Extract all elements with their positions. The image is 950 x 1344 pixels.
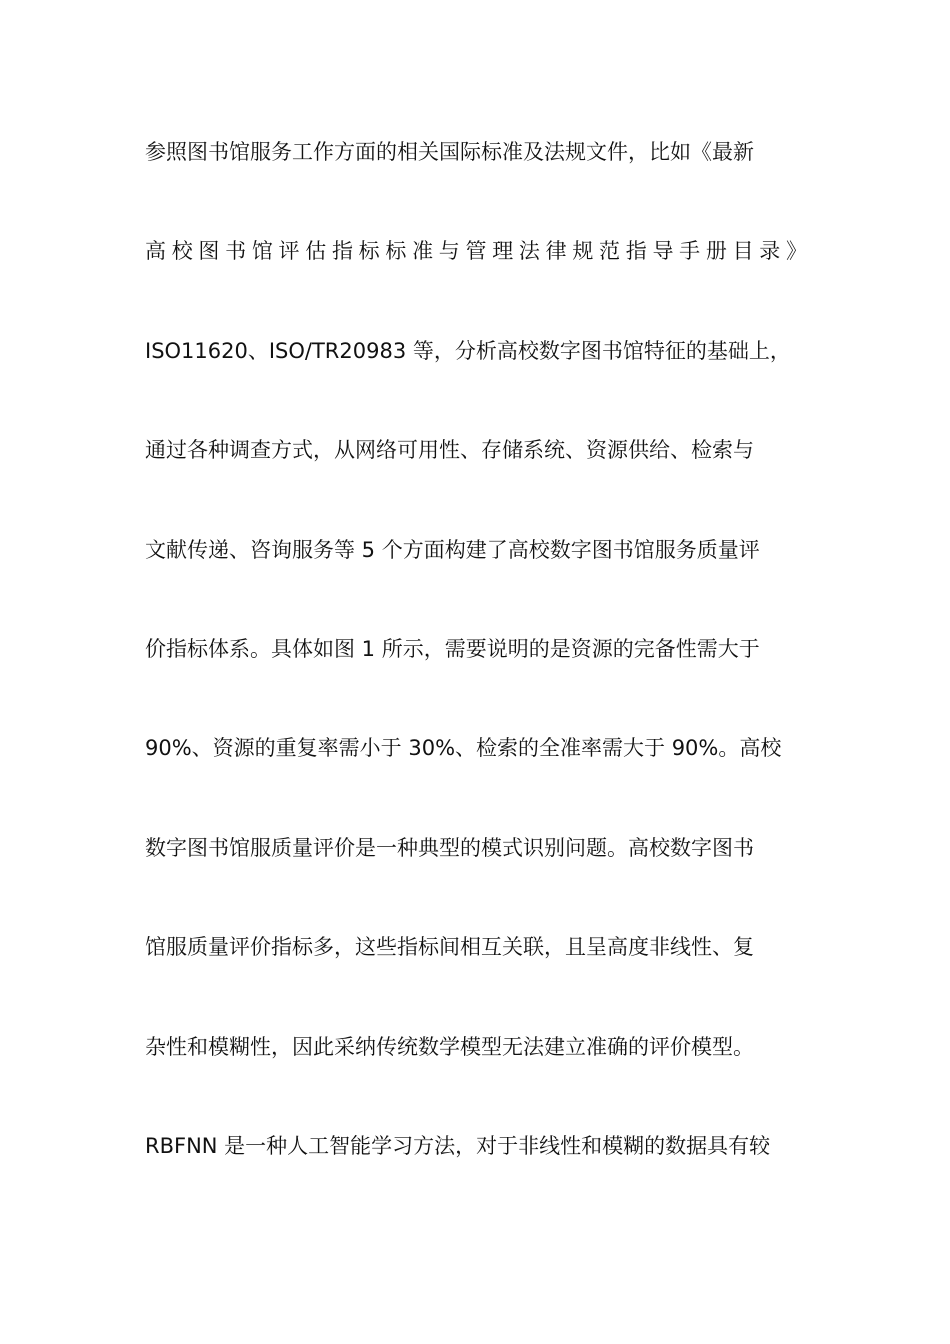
text-line: 文献传递、咨询服务等 5 个方面构建了高校数字图书馆服务质量评 (145, 537, 760, 562)
body-paragraph (145, 132, 807, 1225)
text-line: 馆服质量评价指标多，这些指标间相互关联，且呈高度非线性、复 (145, 935, 754, 960)
text-line: 杂性和模糊性，因此采纳传统数学模型无法建立准确的评价模型。 (145, 1034, 754, 1059)
text-line: 高校图书馆评估指标标准与管理法律规范指导手册目录》 (145, 239, 807, 264)
text-line: 90%、资源的重复率需小于 30%、检索的全准率需大于 90%。高校 (145, 736, 782, 761)
text-line: RBFNN 是一种人工智能学习方法，对于非线性和模糊的数据具有较 (145, 1133, 771, 1158)
text-line: 参照图书馆服务工作方面的相关国际标准及法规文件，比如《最新 (145, 140, 754, 164)
text-line: 数字图书馆服质量评价是一种典型的模式识别问题。高校数字图书 (145, 835, 754, 860)
text-line: 价指标体系。具体如图 1 所示，需要说明的是资源的完备性需大于 (145, 636, 760, 661)
text-line: 通过各种调查方式，从网络可用性、存储系统、资源供给、检索与 (145, 438, 754, 463)
text-line: ISO11620、ISO/TR20983 等，分析高校数字图书馆特征的基础上， (145, 338, 791, 363)
